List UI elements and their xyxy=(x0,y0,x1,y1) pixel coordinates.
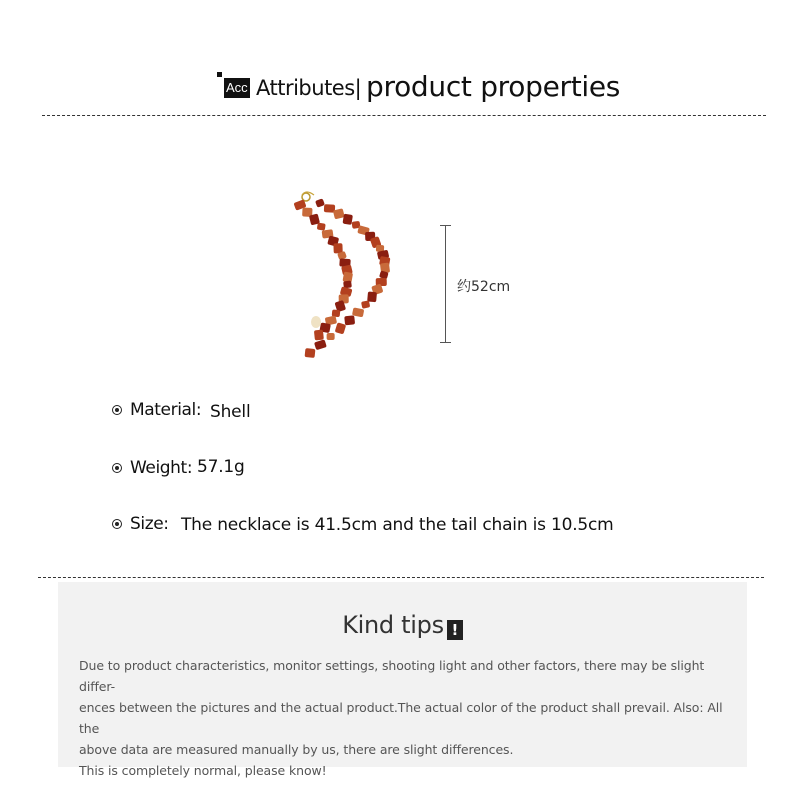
bead xyxy=(314,339,327,350)
header-square-icon xyxy=(217,72,222,77)
tips-line: ences between the pictures and the actual product.The actual color of the product shall prevail. Also: All the xyxy=(79,700,723,736)
attribute-value: The necklace is 41.5cm and the tail chain is 10.5cm xyxy=(181,515,614,535)
bead xyxy=(352,307,364,317)
bead xyxy=(317,223,326,231)
size-measure-bracket xyxy=(440,225,452,343)
page-title: product properties xyxy=(366,70,621,103)
attribute-row-material xyxy=(110,397,410,425)
attribute-label: Size: xyxy=(130,514,169,534)
bead xyxy=(305,348,316,358)
attribute-row-weight xyxy=(110,455,410,483)
bottom-divider xyxy=(38,577,764,578)
bead xyxy=(327,333,335,340)
bullet-icon xyxy=(112,463,122,473)
size-annotation: 约52cm xyxy=(457,279,511,295)
attribute-label: Material: xyxy=(130,400,202,420)
attribute-label: Weight: xyxy=(130,458,193,478)
bead xyxy=(335,322,347,334)
exclamation-icon: ! xyxy=(447,620,463,640)
tips-body xyxy=(79,655,734,781)
tips-title xyxy=(58,610,747,640)
bead xyxy=(314,330,324,341)
bead xyxy=(342,214,352,225)
bullet-icon xyxy=(112,519,122,529)
kind-tips-panel xyxy=(58,582,747,778)
tips-line: Due to product characteristics, monitor settings, shooting light and other factors, there may be slight differ- xyxy=(79,658,705,694)
top-divider xyxy=(42,115,766,116)
tips-title-text: Kind tips xyxy=(342,611,444,639)
attribute-value: 57.1g xyxy=(197,457,245,477)
tips-line: This is completely normal, please know! xyxy=(79,763,327,778)
bead xyxy=(344,315,355,325)
bead xyxy=(333,243,342,253)
bullet-icon xyxy=(112,405,122,415)
section-header xyxy=(0,68,800,108)
attribute-value: Shell xyxy=(210,402,251,422)
shell-bead xyxy=(311,316,321,328)
header-attributes-label: Attributes| xyxy=(256,76,362,100)
bead xyxy=(315,198,325,207)
bead xyxy=(332,309,341,317)
necklace-image xyxy=(280,185,410,365)
attribute-row-size xyxy=(110,511,670,539)
bead xyxy=(367,291,377,302)
bead xyxy=(361,300,370,309)
tips-line: above data are measured manually by us, there are slight differences. xyxy=(79,742,514,757)
header-acc-badge: Acc xyxy=(224,78,250,98)
